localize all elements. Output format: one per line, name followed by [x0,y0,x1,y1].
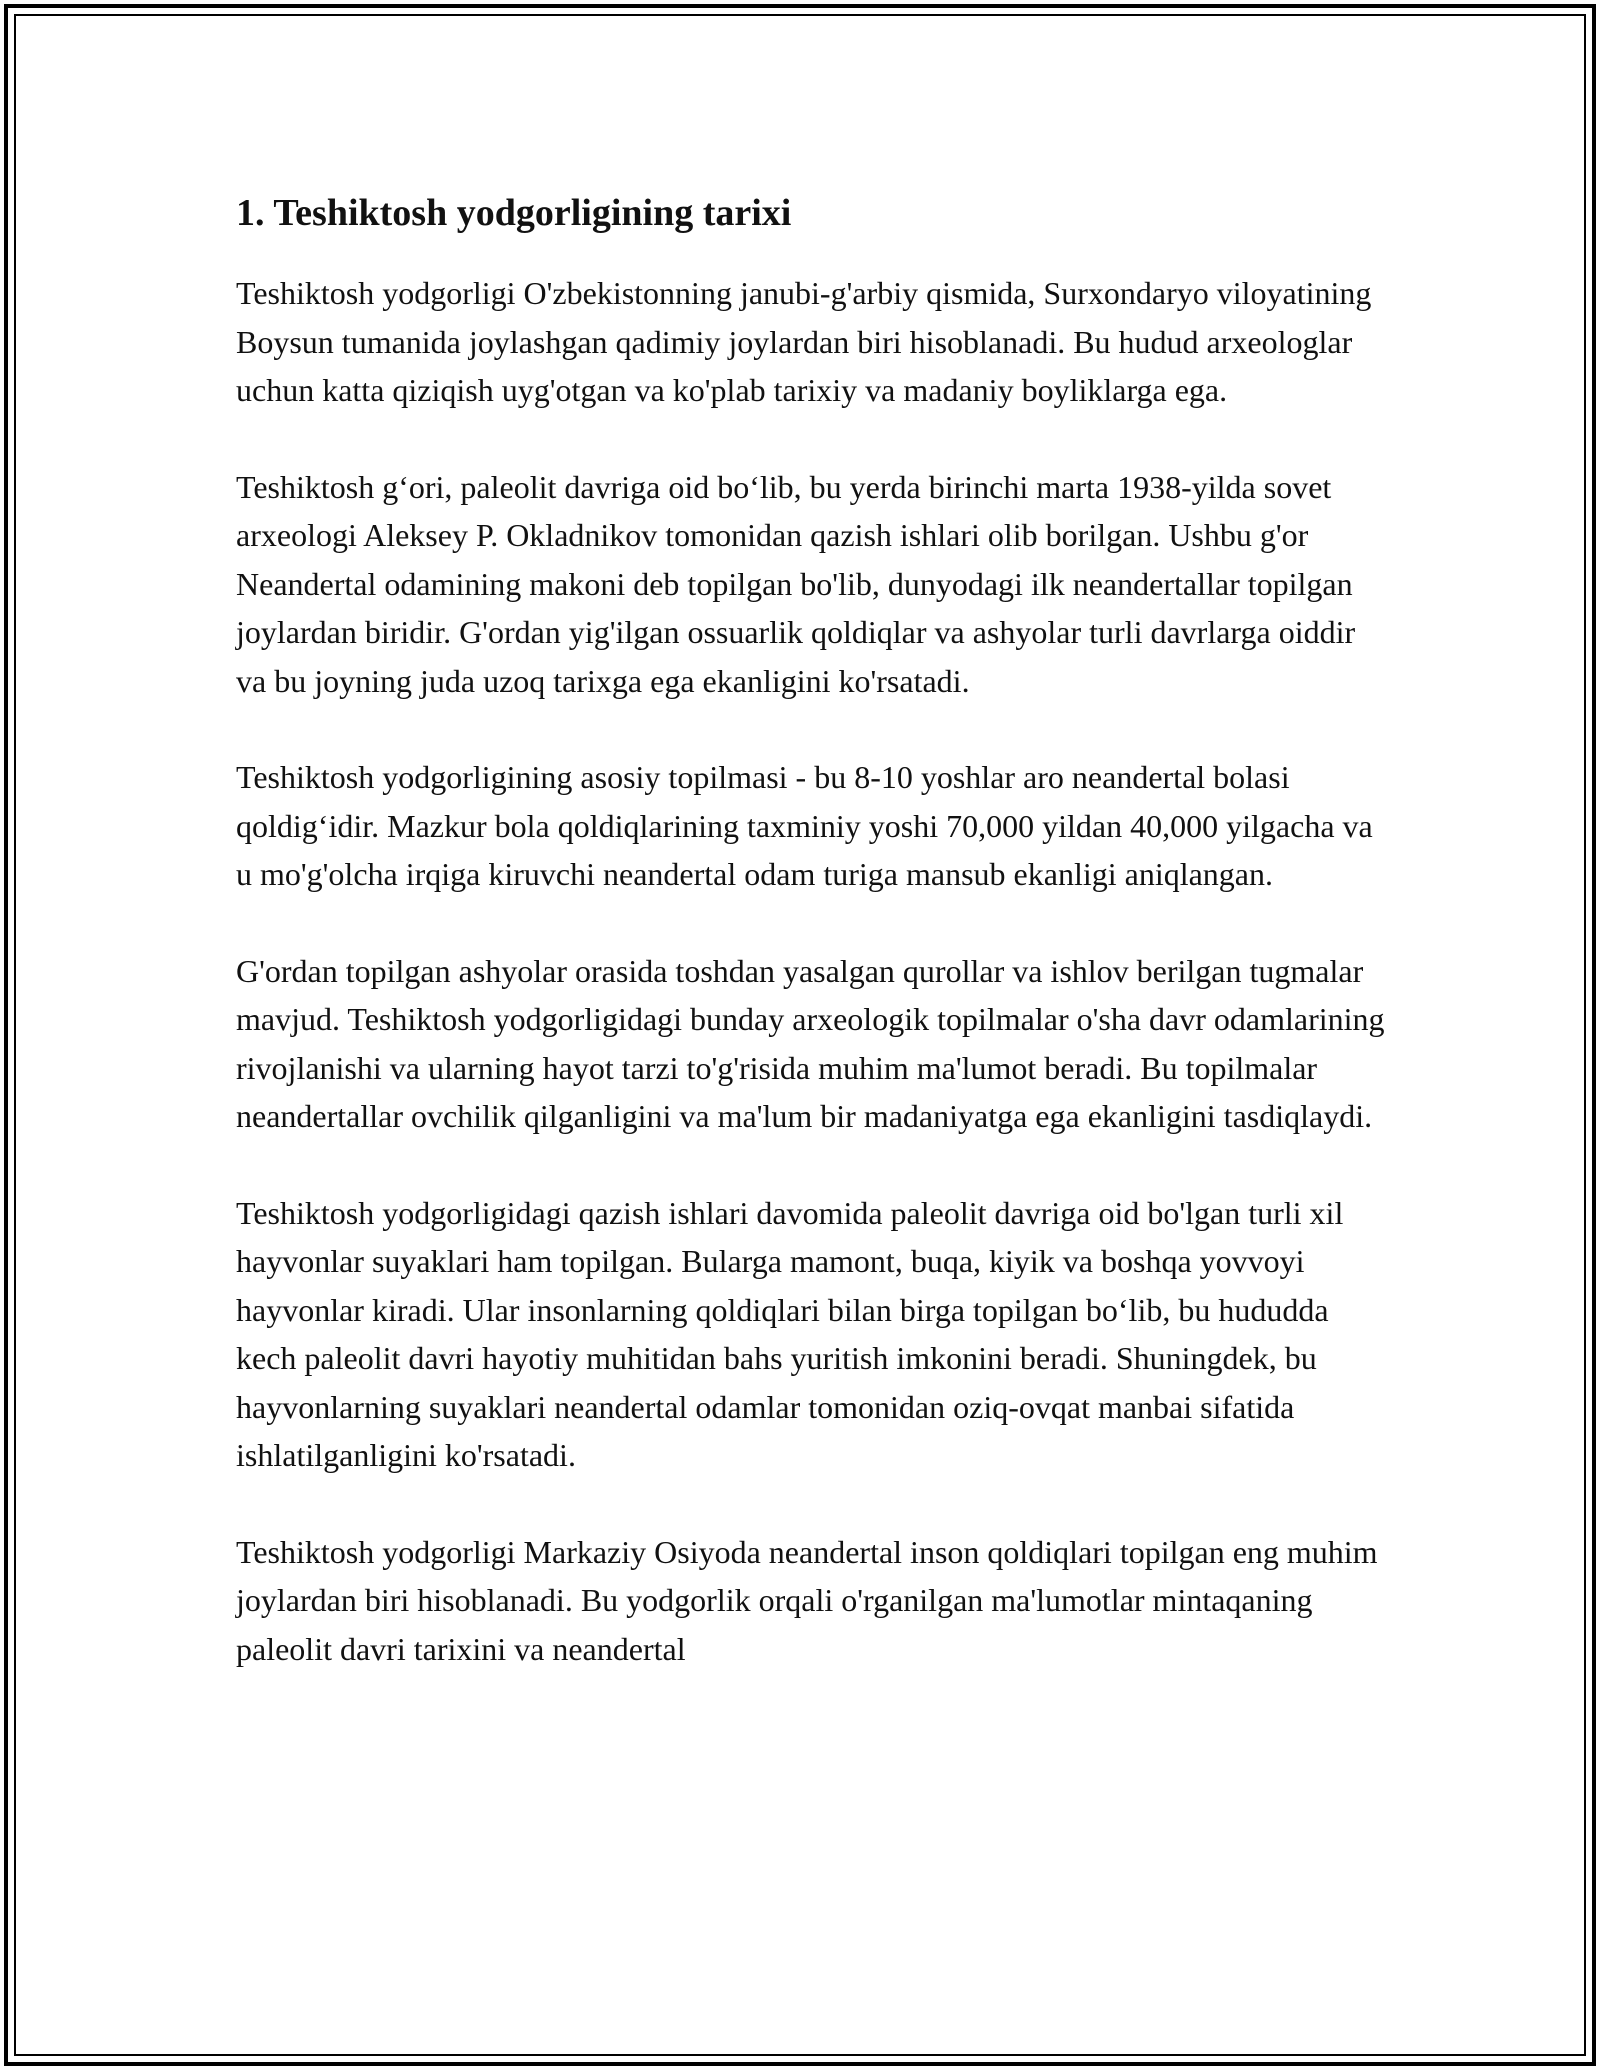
paragraph-significance: Teshiktosh yodgorligi Markaziy Osiyoda neandertal inson qoldiqlari topilgan eng muhim joylardan biri hisoblanadi. Bu yodgorlik orqali o'rganilgan ma'lumotlar mintaqaning paleolit davri tarixini va neandertal [236,1533,1378,1667]
paragraph-cave-excavation: Teshiktosh g‘ori, paleolit davriga oid bo‘lib, bu yerda birinchi marta 1938-yilda sovet arxeologi Aleksey P. Okladnikov tomonidan qazish ishlari olib borilgan. Ushbu g'or Neandertal odamining makoni deb topilgan bo'lib, dunyodagi ilk neandertallar topilgan joylardan biridir. G'ordan yig'ilgan ossuarlik qoldiqlar va ashyolar turli davrlarga oiddir va bu joyning juda uzoq tarixga ega ekanligini ko'rsatadi. [236,468,1356,699]
paragraph-animal-bones: Teshiktosh yodgorligidagi qazish ishlari davomida paleolit davriga oid bo'lgan turli xil hayvonlar suyaklari ham topilgan. Bularga mamont, buqa, kiyik va boshqa yovvoyi hayvonlar kiradi. Ular insonlarning qoldiqlari bilan birga topilgan bo‘lib, bu hududda kech paleolit davri hayotiy muhitidan bahs yuritish imkonini beradi. Shuningdek, bu hayvonlarning suyaklari neandertal odamlar tomonidan oziq-ovqat manbai sifatida ishlatilganligini ko'rsatadi. [236,1194,1344,1473]
paragraph-location: Teshiktosh yodgorligi O'zbekistonning janubi-g'arbiy qismida, Surxondaryo viloyatining Boysun tumanida joylashgan qadimiy joylardan biri hisoblanadi. Bu hudud arxeologlar uchun katta qiziqish uyg'otgan va ko'plab tarixiy va madaniy boyliklarga ega. [236,275,1372,408]
section-heading: 1. Teshiktosh yodgorligining tarixi [236,192,792,234]
document-body [236,185,1386,1721]
paragraph-main-find: Teshiktosh yodgorligining asosiy topilmasi - bu 8-10 yoshlar aro neandertal bolasi qoldig‘idir. Mazkur bola qoldiqlarining taxminiy yoshi 70,000 yildan 40,000 yilgacha va u mo'g'olcha irqiga kiruvchi neandertal odam turiga mansub ekanligi aniqlangan. [236,759,1373,892]
paragraph-artifacts: G'ordan topilgan ashyolar orasida toshdan yasalgan qurollar va ishlov berilgan tugmalar mavjud. Teshiktosh yodgorligidagi bunday arxeologik topilmalar o'sha davr odamlarining rivojlanishi va ularning hayot tarzi to'g'risida muhim ma'lumot beradi. Bu topilmalar neandertallar ovchilik qilganligini va ma'lum bir madaniyatga ega ekanligini tasdiqlaydi. [236,952,1385,1134]
